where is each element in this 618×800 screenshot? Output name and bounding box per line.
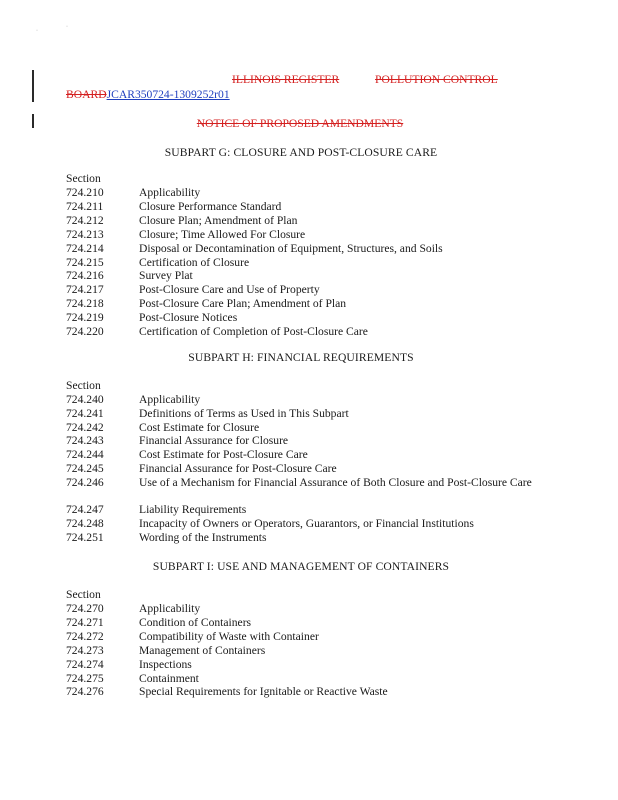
register-header-line2 (66, 88, 230, 101)
section-title: Closure Performance Standard (139, 199, 282, 213)
document-id-inserted: JCAR350724-1309252r01 (106, 88, 230, 101)
section-number: 724.244 (66, 448, 104, 462)
section-title: Liability Requirements (139, 503, 247, 517)
section-title: Applicability (139, 393, 201, 406)
section-number: 724.219 (66, 311, 104, 325)
section-number: 724.274 (66, 657, 104, 671)
section-number: 724.273 (66, 643, 104, 657)
subpart-h-section-label: Section (66, 379, 101, 392)
section-title: Financial Assurance for Closure (139, 434, 289, 448)
section-title: Inspections (139, 657, 192, 671)
section-title: Disposal or Decontamination of Equipment, Structures, and Soils (139, 241, 443, 255)
section-title: Certification of Completion of Post-Closure Care (139, 325, 368, 338)
change-bar (32, 70, 34, 102)
section-number: 724.212 (66, 213, 104, 227)
section-number: 724.246 (66, 475, 104, 489)
section-title: Condition of Containers (139, 615, 252, 629)
section-number: 724.210 (66, 186, 104, 199)
scan-speck: · (36, 28, 38, 34)
section-title: Use of a Mechanism for Financial Assurance of Both Closure and Post-Closure Care (139, 475, 532, 489)
section-title: Special Requirements for Ignitable or Reactive Waste (139, 685, 388, 699)
section-title: Post-Closure Care Plan; Amendment of Plan (139, 297, 347, 311)
section-number: 724.251 (66, 531, 104, 544)
section-number: 724.276 (66, 685, 104, 699)
section-number: 724.275 (66, 671, 104, 685)
section-title: Closure Plan; Amendment of Plan (139, 213, 298, 227)
section-number: 724.243 (66, 434, 104, 448)
section-number: 724.242 (66, 420, 104, 434)
section-title: Survey Plat (139, 269, 193, 283)
notice-title-deleted: NOTICE OF PROPOSED AMENDMENTS (196, 117, 404, 130)
section-number: 724.248 (66, 517, 104, 531)
section-title: Management of Containers (139, 643, 266, 657)
board-name-tail-deleted: BOARD (66, 88, 107, 101)
section-title: Definitions of Terms as Used in This Subpart (139, 406, 349, 420)
register-header (232, 73, 532, 86)
section-title: Applicability (139, 186, 201, 199)
section-number: 724.217 (66, 283, 104, 297)
section-title: Post-Closure Care and Use of Property (139, 283, 320, 297)
section-title: Cost Estimate for Post-Closure Care (139, 448, 308, 462)
subpart-i-section-label: Section (66, 588, 101, 601)
section-number: 724.211 (66, 199, 104, 213)
section-title: Closure; Time Allowed For Closure (139, 227, 306, 241)
section-number: 724.213 (66, 227, 104, 241)
subpart-h-title: SUBPART H: FINANCIAL REQUIREMENTS (188, 351, 414, 364)
section-title: Financial Assurance for Post-Closure Care (139, 462, 337, 475)
section-number: 724.245 (66, 462, 104, 475)
section-number: 724.215 (66, 255, 104, 269)
section-number: 724.240 (66, 393, 104, 406)
subpart-i-title: SUBPART I: USE AND MANAGEMENT OF CONTAINERS (152, 560, 450, 573)
section-number: 724.241 (66, 406, 104, 420)
subpart-g-title: SUBPART G: CLOSURE AND POST-CLOSURE CARE (164, 146, 438, 159)
section-number: 724.216 (66, 269, 104, 283)
register-title-deleted: ILLINOIS REGISTER (232, 73, 340, 86)
section-title: Certification of Closure (139, 255, 250, 269)
section-number: 724.270 (66, 602, 104, 615)
section-title: Containment (139, 671, 199, 685)
section-title: Cost Estimate for Closure (139, 420, 260, 434)
board-name-deleted: POLLUTION CONTROL (375, 73, 498, 86)
section-number: 724.272 (66, 629, 104, 643)
section-number: 724.220 (66, 325, 104, 338)
section-number: 724.214 (66, 241, 104, 255)
section-title: Compatibility of Waste with Container (139, 629, 319, 643)
section-number: 724.218 (66, 297, 104, 311)
subpart-g-section-label: Section (66, 172, 101, 185)
notice-heading (0, 117, 600, 130)
scan-speck: · (66, 24, 68, 30)
section-title: Applicability (139, 602, 201, 615)
section-title: Post-Closure Notices (139, 311, 238, 325)
section-number: 724.247 (66, 503, 104, 517)
section-number: 724.271 (66, 615, 104, 629)
section-title: Wording of the Instruments (139, 531, 267, 544)
section-title: Incapacity of Owners or Operators, Guarantors, or Financial Institutions (139, 517, 474, 531)
